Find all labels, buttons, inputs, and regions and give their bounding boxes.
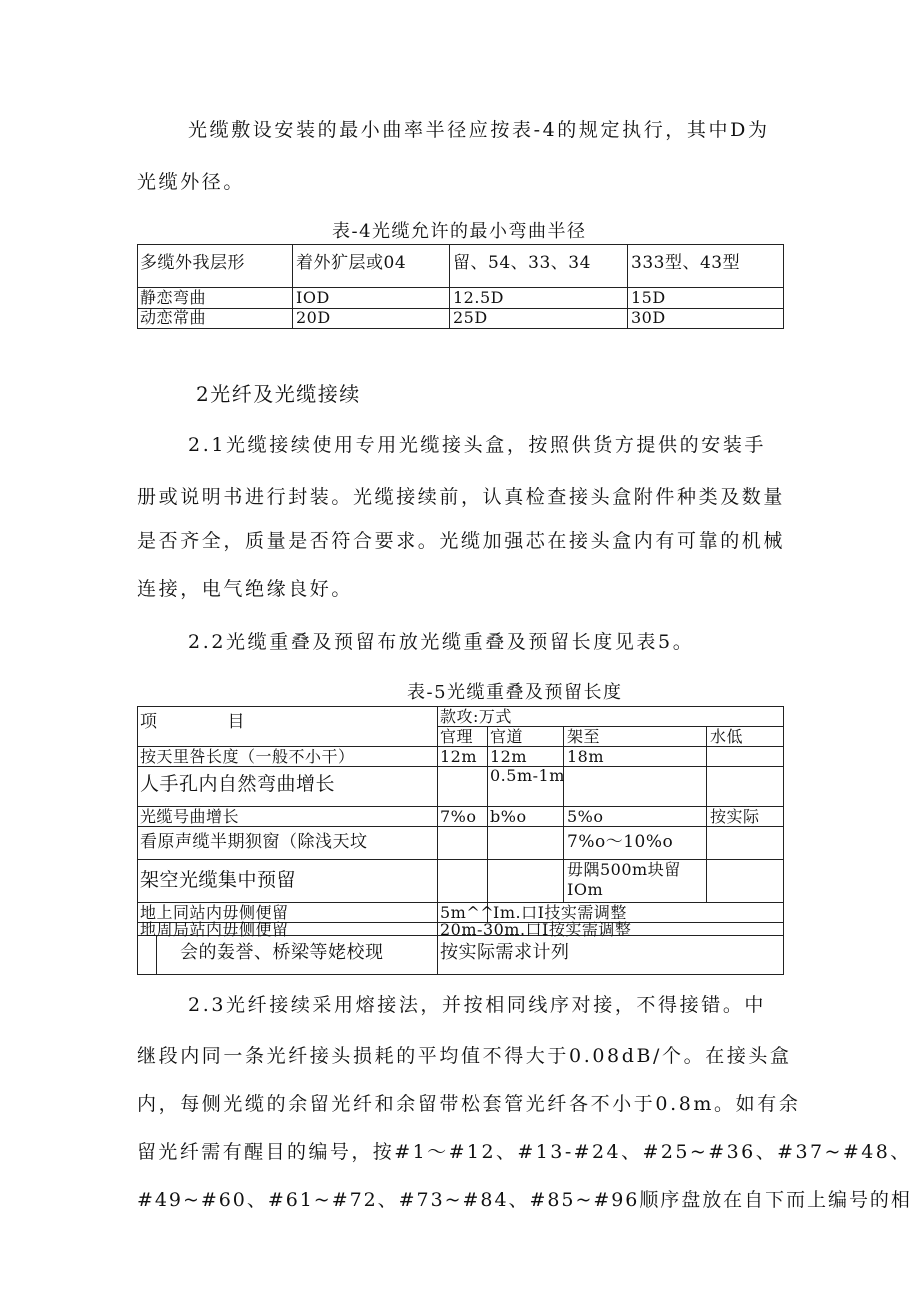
table-4-caption: 表-4光缆允许的最小弯曲半径 [332, 221, 587, 242]
table-cell: 会的轰誉、桥梁等姥校现 [180, 942, 384, 963]
table-5-caption: 表-5光缆重叠及预留长度 [407, 682, 623, 703]
table-cell: 架空光缆集中预留 [140, 869, 297, 891]
table-cell: 留、54、33、34 [453, 253, 591, 273]
table-cell: IOD [296, 288, 330, 307]
paragraph-line: 是否齐全，质量是否符合要求。光缆加强芯在接头盒内有可靠的机械 [137, 530, 786, 552]
table-cell: IOm [567, 880, 604, 899]
table-cell: 动恋常曲 [140, 308, 207, 327]
table-cell: 18m [567, 747, 605, 766]
table-cell: 毋隅500m块留 [567, 860, 681, 879]
table-subheader: 官道 [490, 727, 524, 746]
paragraph-line: 2.3光纤接续采用熔接法，并按相同线序对接，不得接错。中 [188, 994, 767, 1016]
table-cell: Im.口I技实需调整 [493, 903, 627, 922]
table-subheader: 架至 [567, 727, 601, 746]
paragraph-line: 2.2光缆重叠及预留布放光缆重叠及预留长度见表5。 [188, 631, 695, 653]
table-header-item: 项 目 [140, 712, 245, 732]
table-cell: 20m-30m.口I按实需调整 [440, 920, 632, 939]
paragraph-line: 2.1光缆接续使用专用光缆接头盒，按照供货方提供的安装手 [188, 434, 767, 456]
table-cell: 0.5m-1m [490, 766, 565, 785]
table-cell: 人手孔内自然弯曲增长 [140, 773, 336, 795]
section-heading: 2光纤及光缆接续 [196, 382, 361, 406]
table-cell: 7%o～10%o [567, 832, 674, 852]
table-cell: 25D [453, 308, 488, 327]
table-cell: 光缆号曲增长 [140, 807, 240, 826]
paragraph-line: 内，每侧光缆的余留光纤和余留带松套管光纤各不小于0.8m。如有余 [137, 1093, 801, 1115]
table-cell: 12m [490, 747, 528, 766]
table-cell: 12m [440, 747, 478, 766]
paragraph-line: 连接，电气绝缘良好。 [137, 578, 354, 600]
table-header-method: 款攻:万式 [440, 707, 512, 726]
table-cell: 7%o [440, 807, 477, 826]
paragraph-line: #49~#60、#61~#72、#73~#84、#85~#96顺序盘放在自下而上编号的相 [137, 1189, 912, 1211]
table-cell: 5m^^ [440, 903, 495, 922]
paragraph-line: 留光纤需有醒目的编号，按#1～#12、#13-#24、#25~#36、#37~#48、 [137, 1141, 912, 1163]
table-cell: 按天里咎长度（一般不小干） [140, 747, 355, 766]
table-subheader: 水低 [710, 727, 744, 746]
paragraph-line: 光缆外径。 [137, 171, 246, 193]
table-cell: 按实际需求计列 [440, 942, 570, 963]
table-cell: 按实际 [710, 807, 760, 826]
table-cell: 333型、43型 [631, 253, 741, 273]
table-cell: 看原声缆半期狈窗（除浅天坟 [140, 832, 368, 852]
table-cell: 地上同站内毋侧便留 [140, 903, 289, 922]
table-cell: 着外犷层或04 [296, 253, 407, 273]
table-cell: 5%o [567, 807, 604, 826]
table-cell: b%o [490, 807, 527, 826]
paragraph-line: 册或说明书进行封装。光缆接续前，认真检查接头盒附件种类及数量 [137, 486, 786, 508]
table-subheader: 官理 [440, 727, 474, 746]
table-cell: 12.5D [453, 288, 504, 307]
table-cell: 15D [631, 288, 666, 307]
paragraph-line: 光缆敷设安装的最小曲率半径应按表-4的规定执行，其中D为 [188, 119, 770, 141]
table-cell: 多缆外我层形 [140, 253, 245, 273]
table-cell: 20D [296, 308, 331, 327]
table-cell: 30D [631, 308, 666, 327]
table-cell: 静恋弯曲 [140, 288, 207, 307]
table-cell: 地周局站内毋侧便留 [140, 920, 289, 939]
paragraph-line: 继段内同一条光纤接头损耗的平均值不得大于0.08dB/个。在接头盒 [137, 1045, 792, 1067]
